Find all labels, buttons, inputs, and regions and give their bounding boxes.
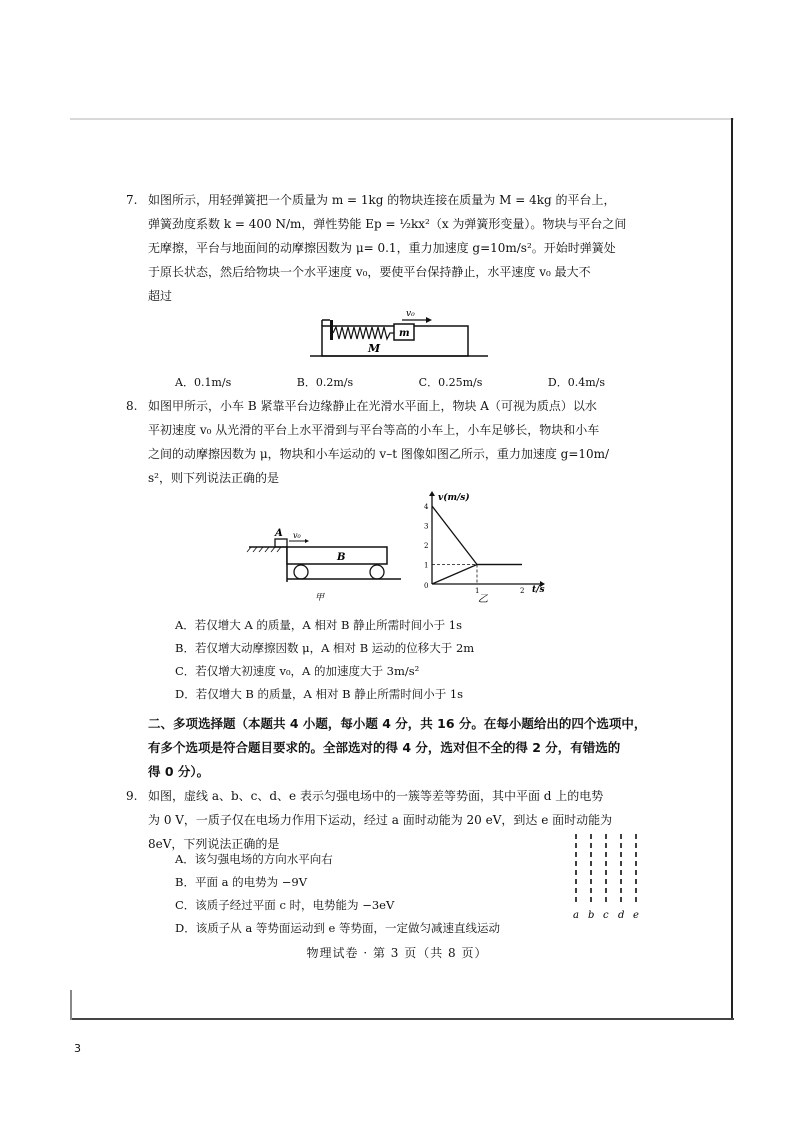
option-a[interactable]: A．若仅增大 A 的质量，A 相对 B 静止所需时间小于 1s (175, 618, 463, 632)
y-tick-label: 3 (424, 522, 429, 531)
plane-label: d (618, 910, 625, 921)
question-text-line: 8eV，下列说法正确的是 (148, 837, 280, 851)
scan-edge-top (70, 118, 734, 120)
block-m-label: m (399, 328, 410, 339)
block-A-label: A (275, 528, 283, 539)
option-b[interactable]: B．平面 a 的电势为 −9V (175, 875, 308, 889)
q9-options (175, 848, 500, 940)
platform-M-label: M (368, 342, 381, 355)
equipotential-figure (566, 832, 646, 922)
option-d[interactable]: D．0.4m/s (547, 376, 605, 389)
option-a[interactable]: A．0.1m/s (175, 376, 232, 389)
question-text-line: 弹簧劲度系数 k = 400 N/m，弹性势能 Ep = ½kx²（x 为弹簧形变量）。物块与平台之间 (148, 217, 627, 231)
q8-options (175, 614, 474, 706)
question-text-line: s²，则下列说法正确的是 (148, 471, 279, 485)
y-tick-label: 2 (424, 542, 429, 550)
section-heading (148, 712, 708, 784)
figure-jia (245, 522, 405, 604)
option-c[interactable]: C．若仅增大初速度 v₀，A 的加速度大于 3m/s² (175, 664, 420, 678)
q7-options (175, 374, 605, 390)
question-text-line: 如图甲所示，小车 B 紧靠平台边缘静止在光滑水平面上，物块 A（可视为质点）以水 (148, 399, 597, 413)
question-text-line: 超过 (148, 289, 173, 303)
y-axis-label: v(m/s) (438, 493, 470, 503)
page-number: 3 (74, 1042, 81, 1055)
x-axis-label: t/s (532, 585, 545, 595)
figure-caption: 甲 (315, 593, 325, 603)
velocity-label: v₀ (293, 531, 301, 540)
question-text-line: 为 0 V，一质子仅在电场力作用下运动，经过 a 面时动能为 20 eV，到达 e 面时动能为 (148, 813, 613, 827)
question-text-line: 于原长状态，然后给物块一个水平速度 v₀，要使平台保持静止，水平速度 v₀ 最大不 (148, 265, 591, 279)
section-text-line: 得 0 分）。 (148, 764, 210, 779)
question-number: 7. (126, 193, 138, 207)
scan-edge-bottom (70, 1018, 734, 1020)
option-c[interactable]: C．0.25m/s (418, 376, 483, 389)
option-a[interactable]: A．该匀强电场的方向水平向右 (175, 852, 333, 866)
scan-edge-right (731, 118, 733, 1018)
spring (333, 327, 394, 339)
option-b[interactable]: B．0.2m/s (296, 376, 354, 389)
arrow-head-icon (305, 539, 309, 543)
question-text-line: 平初速度 v₀ 从光滑的平台上水平滑到与平台等高的小车上，小车足够长，物块和小车 (148, 423, 600, 437)
block-A (275, 539, 287, 547)
velocity-label: v₀ (406, 309, 415, 319)
section-text-line: 有多个选项是符合题目要求的。全部选对的得 4 分，选对但不全的得 2 分，有错选的 (148, 740, 621, 755)
figure-caption: 乙 (478, 594, 488, 604)
figure-yi-vt-chart (420, 488, 550, 604)
series-line-1 (432, 506, 522, 565)
option-d[interactable]: D．若仅增大 B 的质量，A 相对 B 静止所需时间小于 1s (175, 687, 464, 701)
y-axis-arrow-icon (429, 491, 435, 496)
y-tick-label: 4 (424, 503, 429, 511)
origin-label: 0 (424, 582, 429, 590)
option-c[interactable]: C．该质子经过平面 c 时，电势能为 −3eV (175, 898, 395, 912)
arrow-head-icon (426, 317, 432, 323)
plane-label: e (633, 910, 639, 921)
question-text-line: 如图，虚线 a、b、c、d、e 表示匀强电场中的一簇等差等势面，其中平面 d 上的电势 (148, 789, 604, 803)
cart-wheel (370, 565, 384, 579)
question-8 (126, 394, 676, 490)
x-tick-label: 2 (520, 587, 525, 595)
y-tick-label: 1 (424, 561, 429, 570)
plane-label: c (603, 910, 609, 921)
page-footer: 物理试卷 · 第 3 页（共 8 页） (306, 946, 488, 960)
question-text-line: 无摩擦，平台与地面间的动摩擦因数为 μ= 0.1，重力加速度 g=10m/s²。开始时弹簧处 (148, 241, 616, 255)
x-tick-label: 1 (475, 587, 480, 595)
cart-B-label: B (337, 552, 346, 563)
question-text-line: 之间的动摩擦因数为 μ，物块和小车运动的 v–t 图像如图乙所示，重力加速度 g=10m/ (148, 447, 610, 461)
spring-mount (330, 320, 333, 340)
plane-label: a (573, 910, 579, 921)
question-number: 8. (126, 399, 138, 413)
spring-block-figure (310, 306, 490, 362)
section-text-line: 二、多项选择题（本题共 4 小题，每小题 4 分，共 16 分。在每小题给出的四个选项中， (148, 716, 647, 731)
question-text-line: 如图所示，用轻弹簧把一个质量为 m = 1kg 的物块连接在质量为 M = 4kg 的平台上， (148, 193, 616, 207)
option-d[interactable]: D．该质子从 a 等势面运动到 e 等势面，一定做匀减速直线运动 (175, 921, 501, 935)
question-7 (126, 188, 676, 308)
question-number: 9. (126, 789, 138, 803)
option-b[interactable]: B．若仅增大动摩擦因数 μ，A 相对 B 运动的位移大于 2m (175, 641, 475, 655)
plane-label: b (588, 910, 595, 921)
cart-wheel (294, 565, 308, 579)
scan-edge-left (70, 990, 88, 1020)
equipotential-lines (576, 834, 636, 904)
